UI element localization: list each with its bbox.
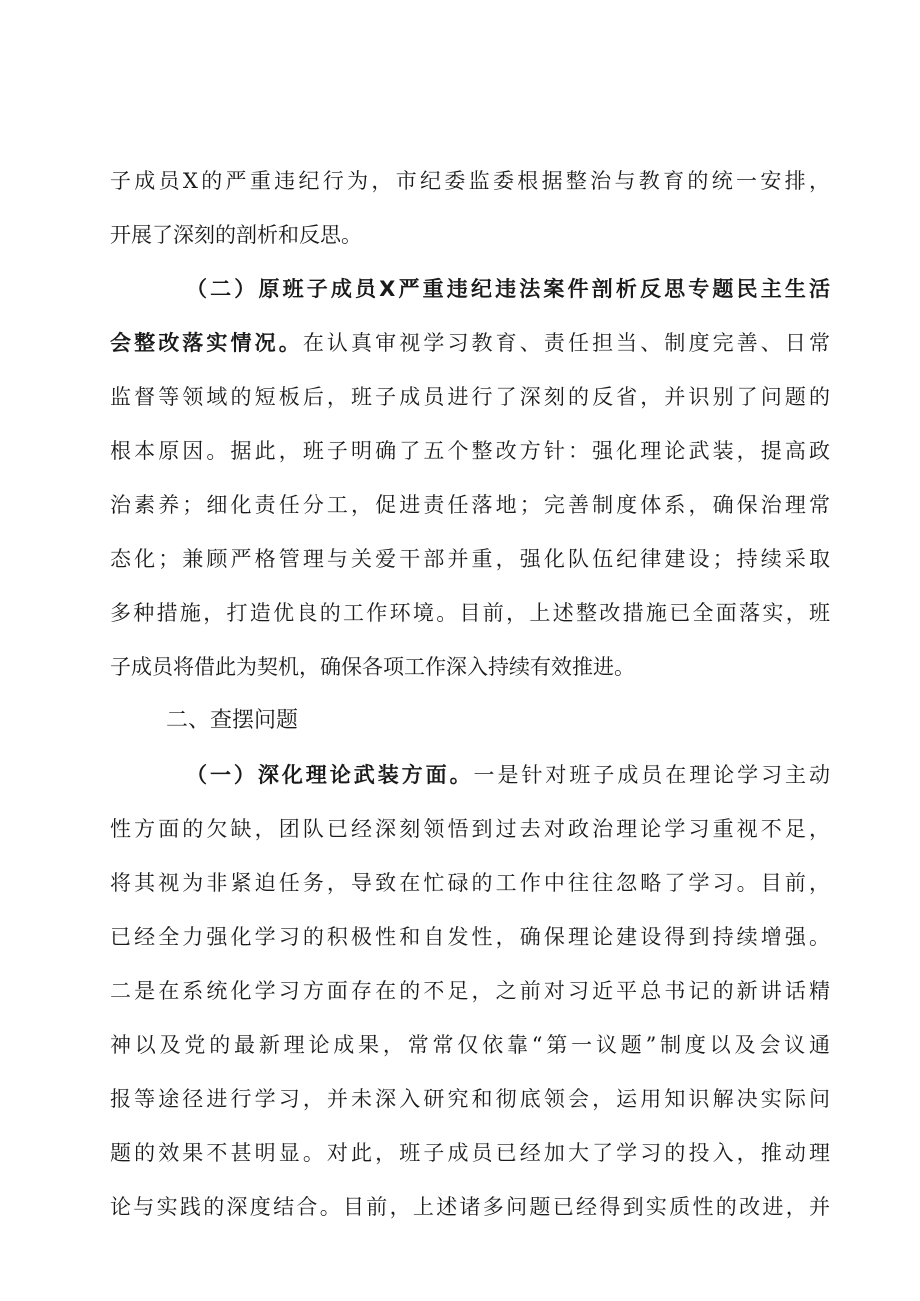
- text-line: 子成员将借此为契机，确保各项工作深入持续有效推进。: [110, 655, 635, 679]
- bold-heading-text: （一）深化理论武装方面。: [186, 763, 474, 787]
- body-text: 在认真审视学习教育、责任担当、制度完善、日常: [302, 331, 830, 355]
- bold-heading-text: （二）原班子成员X严重违纪违法案件剖析反思专题民主生活: [186, 277, 830, 301]
- text-line: 二是在系统化学习方面存在的不足，之前对习近平总书记的新讲话精: [110, 979, 830, 1003]
- text-line: 监督等领域的短板后，班子成员进行了深刻的反省，并识别了问题的: [110, 385, 830, 409]
- text-line: [110, 328, 830, 358]
- text-line: 神以及党的最新理论成果，常常仅依靠“第一议题”制度以及会议通: [110, 1033, 830, 1057]
- text-line: 论与实践的深度结合。目前，上述诸多问题已经得到实质性的改进，并: [110, 1195, 830, 1219]
- text-line: 根本原因。据此，班子明确了五个整改方针：强化理论武装，提高政: [110, 439, 830, 463]
- text-line: 治素养；细化责任分工，促进责任落地；完善制度体系，确保治理常: [110, 493, 830, 517]
- paragraph-bold-heading: [186, 274, 830, 304]
- text-line: [186, 760, 830, 790]
- text-line: 性方面的欠缺，团队已经深刻领悟到过去对政治理论学习重视不足，: [110, 817, 830, 841]
- text-line: 态化；兼顾严格管理与关爱干部并重，强化队伍纪律建设；持续采取: [110, 547, 830, 571]
- text-line: 子成员X的严重违纪行为，市纪委监委根据整治与教育的统一安排，: [110, 169, 830, 193]
- text-line: 题的效果不甚明显。对此，班子成员已经加大了学习的投入，推动理: [110, 1141, 830, 1165]
- text-line: 已经全力强化学习的积极性和自发性，确保理论建设得到持续增强。: [110, 925, 830, 949]
- body-text: 一是针对班子成员在理论学习主动: [473, 763, 831, 787]
- text-line: 开展了深刻的剖析和反思。: [110, 223, 362, 247]
- text-line: 报等途径进行学习，并未深入研究和彻底领会，运用知识解决实际问: [110, 1087, 830, 1111]
- text-line: 将其视为非紧迫任务，导致在忙碌的工作中往往忽略了学习。目前，: [110, 871, 830, 895]
- bold-heading-text: 会整改落实情况。: [110, 331, 303, 355]
- section-heading: 二、查摆问题: [166, 708, 299, 733]
- text-line: 多种措施，打造优良的工作环境。目前，上述整改措施已全面落实，班: [110, 601, 830, 625]
